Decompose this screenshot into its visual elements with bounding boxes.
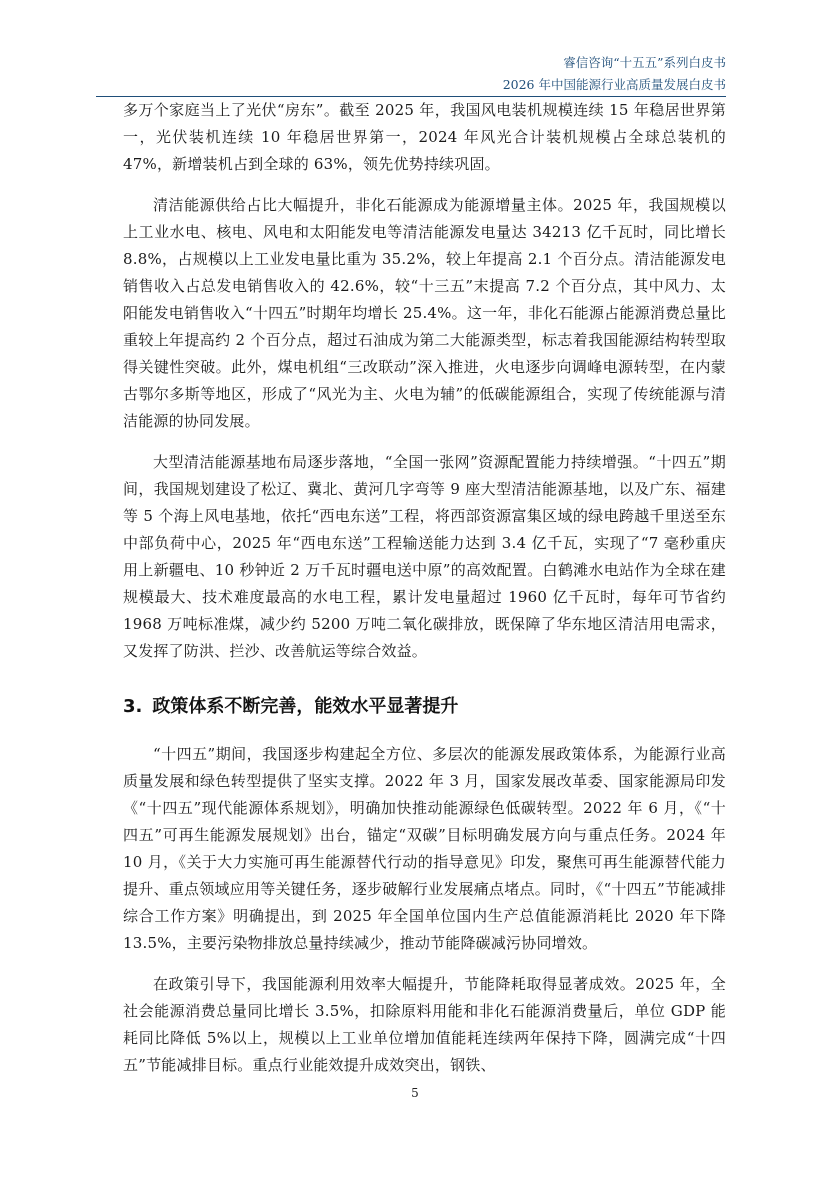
page-body xyxy=(123,97,726,1093)
body-paragraph-continued: 多万个家庭当上了光伏“房东”。截至 2025 年，我国风电装机规模连续 15 年稳居世界第一，光伏装机连续 10 年稳居世界第一，2024 年风光合计装机规模占全球总装机的 47%，新增装机占到全球的 63%，领先优势持续巩固。 xyxy=(123,101,726,173)
section-title: 政策体系不断完善，能效水平显著提升 xyxy=(152,696,459,717)
running-header xyxy=(503,52,726,96)
page-number: 5 xyxy=(411,1086,419,1100)
body-paragraph: 清洁能源供给占比大幅提升，非化石能源成为能源增量主体。2025 年，我国规模以上工业水电、核电、风电和太阳能发电等清洁能源发电量达 34213 亿千瓦时，同比增长 8.8%，占规模以上工业发电量比重为 35.2%，较上年提高 2.1 个百分点。清洁能源发电销售收入占总发电销售收入的 42.6%，较“十三五”末提高 7.2 个百分点，其中风力、太阳能发电销售收入“十四五”时期年均增长 25.4%。这一年，非化石能源占能源消费总量比重较上年提高约 2 个百分点，超过石油成为第二大能源类型，标志着我国能源结构转型取得关键性突破。此外，煤电机组“三改联动”深入推进，火电逐步向调峰电源转型，在内蒙古鄂尔多斯等地区，形成了“风光为主、火电为辅”的低碳能源组合，实现了传统能源与清洁能源的协同发展。 xyxy=(123,196,726,430)
section-number: 3. xyxy=(123,696,143,717)
body-paragraph: 大型清洁能源基地布局逐步落地，“全国一张网”资源配置能力持续增强。“十四五”期间，我国规划建设了松辽、冀北、黄河几字弯等 9 座大型清洁能源基地，以及广东、福建等 5 个海上风电基地，依托“西电东送”工程，将西部资源富集区域的绿电跨越千里送至东中部负荷中心，2025 年“西电东送”工程输送能力达到 3.4 亿千瓦，实现了“7 毫秒重庆用上新疆电、10 秒钟近 2 万千瓦时疆电送中原”的高效配置。白鹤滩水电站作为全球在建规模最大、技术难度最高的水电工程，累计发电量超过 1960 亿千瓦时，每年可节省约 1968 万吨标准煤，减少约 5200 万吨二氧化碳排放，既保障了华东地区清洁用电需求，又发挥了防洪、拦沙、改善航运等综合效益。 xyxy=(123,453,726,660)
body-paragraph: 在政策引导下，我国能源利用效率大幅提升，节能降耗取得显著成效。2025 年，全社会能源消费总量同比增长 3.5%，扣除原料用能和非化石能源消费量后，单位 GDP 能耗同比降低 5%以上，规模以上工业单位增加值能耗连续两年保持下降，圆满完成“十四五”节能减排目标。重点行业能效提升成效突出，钢铁、 xyxy=(123,975,726,1074)
header-report-title: 2026 年中国能源行业高质量发展白皮书 xyxy=(502,77,726,92)
body-paragraph: “十四五”期间，我国逐步构建起全方位、多层次的能源发展政策体系，为能源行业高质量发展和绿色转型提供了坚实支撑。2022 年 3 月，国家发展改革委、国家能源局印发《“十四五”现代能源体系规划》，明确加快推动能源绿色低碳转型。2022 年 6 月，《“十四五”可再生能源发展规划》出台，锚定“双碳”目标明确发展方向与重点任务。2024 年 10 月，《关于大力实施可再生能源替代行动的指导意见》印发，聚焦可再生能源替代能力提升、重点领域应用等关键任务，逐步破解行业发展痛点堵点。同时，《“十四五”节能减排综合工作方案》明确提出，到 2025 年全国单位国内生产总值能源消耗比 2020 年下降 13.5%，主要污染物排放总量持续减少，推动节能降碳减污协同增效。 xyxy=(123,745,726,952)
section-heading xyxy=(123,693,726,721)
header-series-title: 睿信咨询“十五五”系列白皮书 xyxy=(563,55,726,70)
